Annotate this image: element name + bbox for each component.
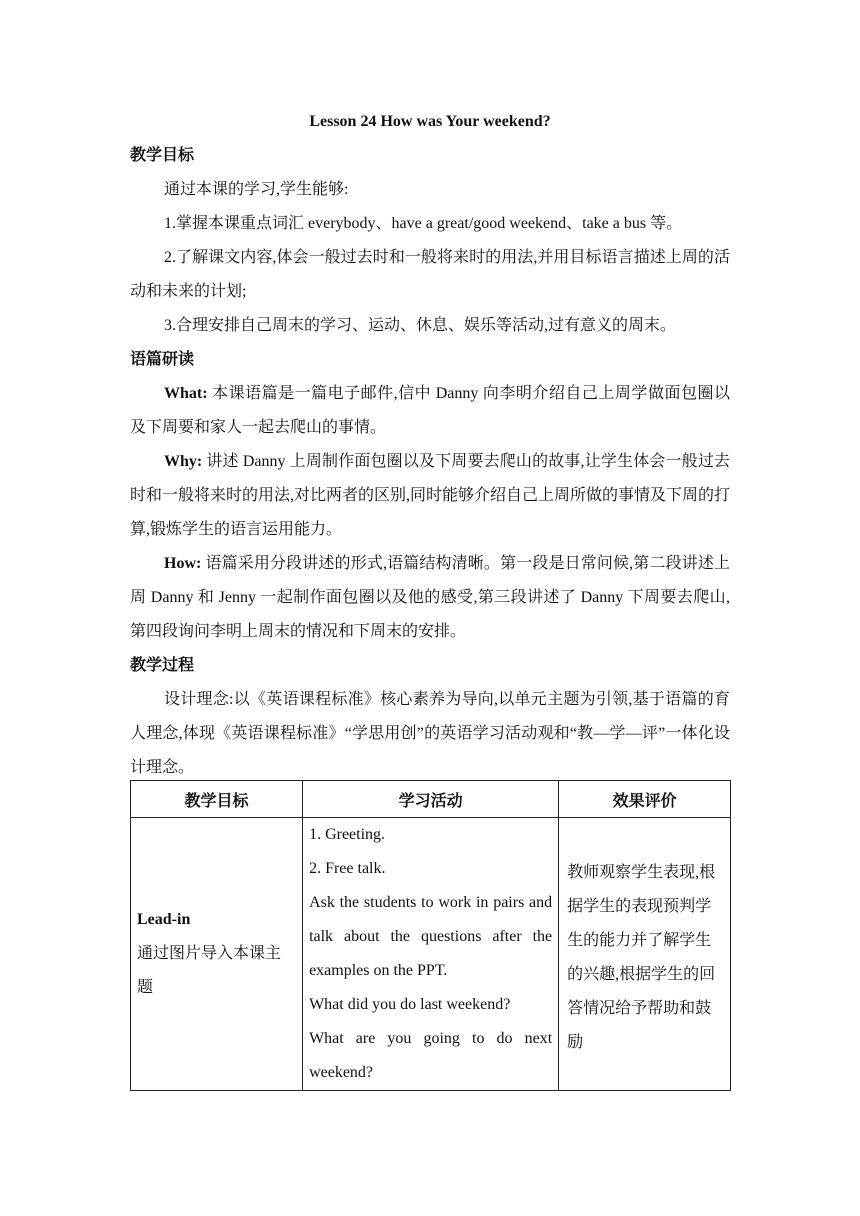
how-label: How: [164, 555, 202, 572]
what-text: 本课语篇是一篇电子邮件,信中 Danny 向李明介绍自己上周学做面包圈以及下周要和家人一起去爬山的事情。 [130, 385, 730, 436]
why-paragraph [130, 445, 730, 547]
section-heading-teaching-process: 教学过程 [130, 657, 195, 674]
goal-title: Lead-in [137, 911, 191, 928]
objective-item-1: 1.掌握本课重点词汇 everybody、have a great/good weekend、take a bus 等。 [164, 215, 683, 232]
activity-item: 1. Greeting. [309, 826, 386, 843]
how-paragraph [130, 547, 730, 649]
header-learning-activity: 学习活动 [303, 781, 559, 818]
objective-item-2: 2.了解课文内容,体会一般过去时和一般将来时的用法,并用目标语言描述上周的活动和未来的计划; [130, 249, 730, 300]
why-label: Why: [164, 453, 203, 470]
what-paragraph [130, 377, 730, 445]
activity-item: What did you do last weekend? [309, 996, 511, 1013]
activity-item: Ask the students to work in pairs and talk about the questions after the examples on the PPT. [309, 894, 553, 979]
activity-item: What are you going to do next weekend? [309, 1030, 553, 1081]
design-concept: 设计理念:以《英语课程标准》核心素养为导向,以单元主题为引领,基于语篇的育人理念,体现《英语课程标准》“学思用创”的英语学习活动观和“教—学—评”一体化设计理念。 [130, 691, 730, 776]
goal-cell [131, 818, 303, 1091]
how-text: 语篇采用分段讲述的形式,语篇结构清晰。第一段是日常问候,第二段讲述上周 Danny 和 Jenny 一起制作面包圈以及他的感受,第三段讲述了 Danny 下周要去爬山,第四段询问李明上周末的情况和下周末的安排。 [130, 555, 730, 640]
objective-item-3: 3.合理安排自己周末的学习、运动、休息、娱乐等活动,过有意义的周末。 [164, 317, 677, 334]
document-page [130, 108, 730, 785]
header-teaching-goal: 教学目标 [131, 781, 303, 818]
why-text: 讲述 Danny 上周制作面包圈以及下周要去爬山的故事,让学生体会一般过去时和一般将来时的用法,对比两者的区别,同时能够介绍自己上周所做的事情及下周的打算,锻炼学生的语言运用能力。 [130, 453, 731, 538]
goal-text: 通过图片导入本课主题 [137, 945, 282, 996]
section-heading-text-analysis: 语篇研读 [130, 351, 195, 368]
evaluation-cell: 教师观察学生表现,根据学生的表现预判学生的能力并了解学生的兴趣,根据学生的回答情况给予帮助和鼓励 [559, 818, 731, 1091]
activity-cell [303, 818, 559, 1091]
lesson-plan-table [130, 780, 731, 1091]
header-evaluation: 效果评价 [559, 781, 731, 818]
section-heading-objectives: 教学目标 [130, 147, 195, 164]
table-header-row [131, 781, 731, 818]
document-title: Lesson 24 How was Your weekend? [309, 113, 551, 130]
objectives-intro: 通过本课的学习,学生能够: [164, 181, 349, 198]
activity-item: 2. Free talk. [309, 860, 386, 877]
what-label: What: [164, 385, 208, 402]
table-row [131, 818, 731, 1091]
